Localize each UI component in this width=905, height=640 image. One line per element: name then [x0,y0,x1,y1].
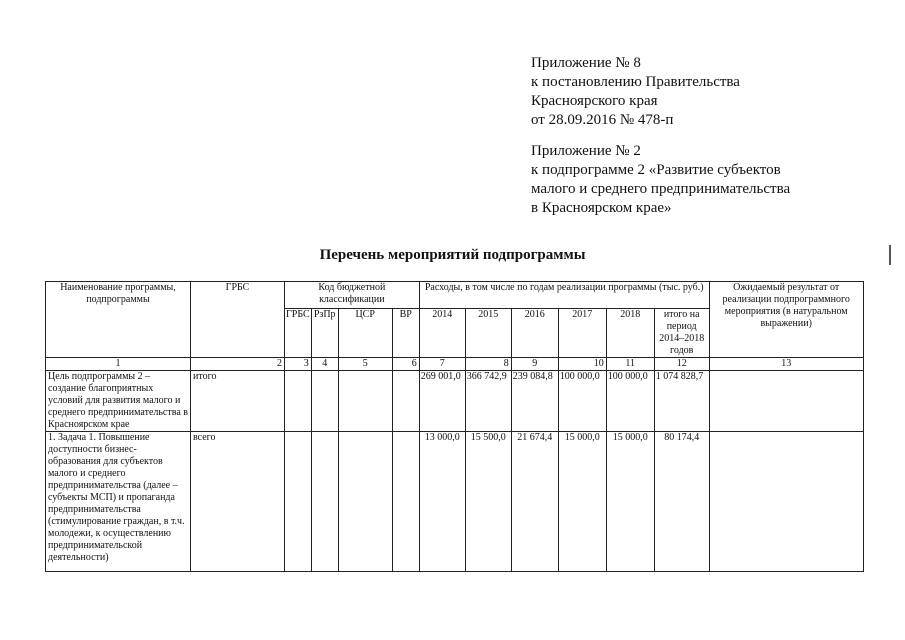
row-2016: 239 084,8 [511,371,558,432]
column-number: 12 [654,358,709,371]
appendix-2-line: Приложение № 2 [531,143,641,159]
subheader-vr: ВР [392,309,419,358]
table-row [46,432,864,572]
table-row [46,371,864,432]
row-grbs-code [285,371,312,432]
subheader-grbs: ГРБС [285,309,312,358]
appendix-8-line: Красноярского края [531,93,658,109]
column-number: 2 [191,358,285,371]
row-2018: 15 000,0 [606,432,654,572]
appendix-8-line: Приложение № 8 [531,55,641,71]
header-result: Ожидаемый результат от реализации подпрограммного мероприятия (в натуральном выражении) [709,282,863,358]
measures-table [45,281,864,572]
row-2015: 366 742,9 [465,371,511,432]
header-grbs: ГРБС [191,282,285,358]
row-csr [338,371,392,432]
appendix-2-line: к подпрограмме 2 «Развитие субъектов [531,162,781,178]
row-2017: 15 000,0 [558,432,606,572]
subheader-2015: 2015 [465,309,511,358]
appendix-2-block [531,142,790,218]
scan-edge-mark [889,245,891,265]
column-number: 13 [709,358,863,371]
row-result [709,432,863,572]
row-grbs-code [285,432,312,572]
header-row-top [46,282,864,309]
column-number: 8 [465,358,511,371]
column-number: 11 [606,358,654,371]
header-budget-code: Код бюджетной классификации [285,282,420,309]
appendix-8-block [531,54,740,130]
header-name: Наименование программы, подпрограммы [46,282,191,358]
subheader-2018: 2018 [606,309,654,358]
subheader-2014: 2014 [419,309,465,358]
row-2016: 21 674,4 [511,432,558,572]
appendix-2-line: малого и среднего предпринимательства [531,181,791,197]
row-rzpr [311,432,338,572]
subheader-2016: 2016 [511,309,558,358]
column-number: 4 [311,358,338,371]
row-total: 1 074 828,7 [654,371,709,432]
row-vr [392,432,419,572]
page-title: Перечень мероприятий подпрограммы [319,247,586,263]
appendix-8-line: к постановлению Правительства [531,74,740,90]
subheader-rzpr: РзПр [311,309,338,358]
row-2018: 100 000,0 [606,371,654,432]
column-number: 5 [338,358,392,371]
row-2014: 269 001,0 [419,371,465,432]
row-name: Цель подпрограммы 2 – создание благоприятных условий для развития малого и среднего предпринимательства в Красноярском крае [46,371,191,432]
appendix-8-line: от 28.09.2016 № 478-п [531,112,674,128]
row-grbs: итого [191,371,285,432]
row-total: 80 174,4 [654,432,709,572]
subheader-2017: 2017 [558,309,606,358]
appendix-2-line: в Красноярском крае» [531,200,672,216]
row-csr [338,432,392,572]
column-number: 9 [511,358,558,371]
column-number-row [46,358,864,371]
row-2017: 100 000,0 [558,371,606,432]
subheader-csr: ЦСР [338,309,392,358]
column-number: 7 [419,358,465,371]
row-name: 1. Задача 1. Повышение доступности бизнес-образования для субъектов малого и среднего предпринимательства (далее – субъекты МСП) и пропаганда предпринимательства (стимулирование граждан, в т.ч. молодежи, к осуществлению предпринимательской деятельности) [46,432,191,572]
header-expenses: Расходы, в том числе по годам реализации программы (тыс. руб.) [419,282,709,309]
row-result [709,371,863,432]
row-rzpr [311,371,338,432]
column-number: 1 [46,358,191,371]
row-2015: 15 500,0 [465,432,511,572]
column-number: 6 [392,358,419,371]
column-number: 10 [558,358,606,371]
column-number: 3 [285,358,312,371]
subheader-total: итого на период 2014–2018 годов [654,309,709,358]
row-2014: 13 000,0 [419,432,465,572]
row-grbs: всего [191,432,285,572]
row-vr [392,371,419,432]
